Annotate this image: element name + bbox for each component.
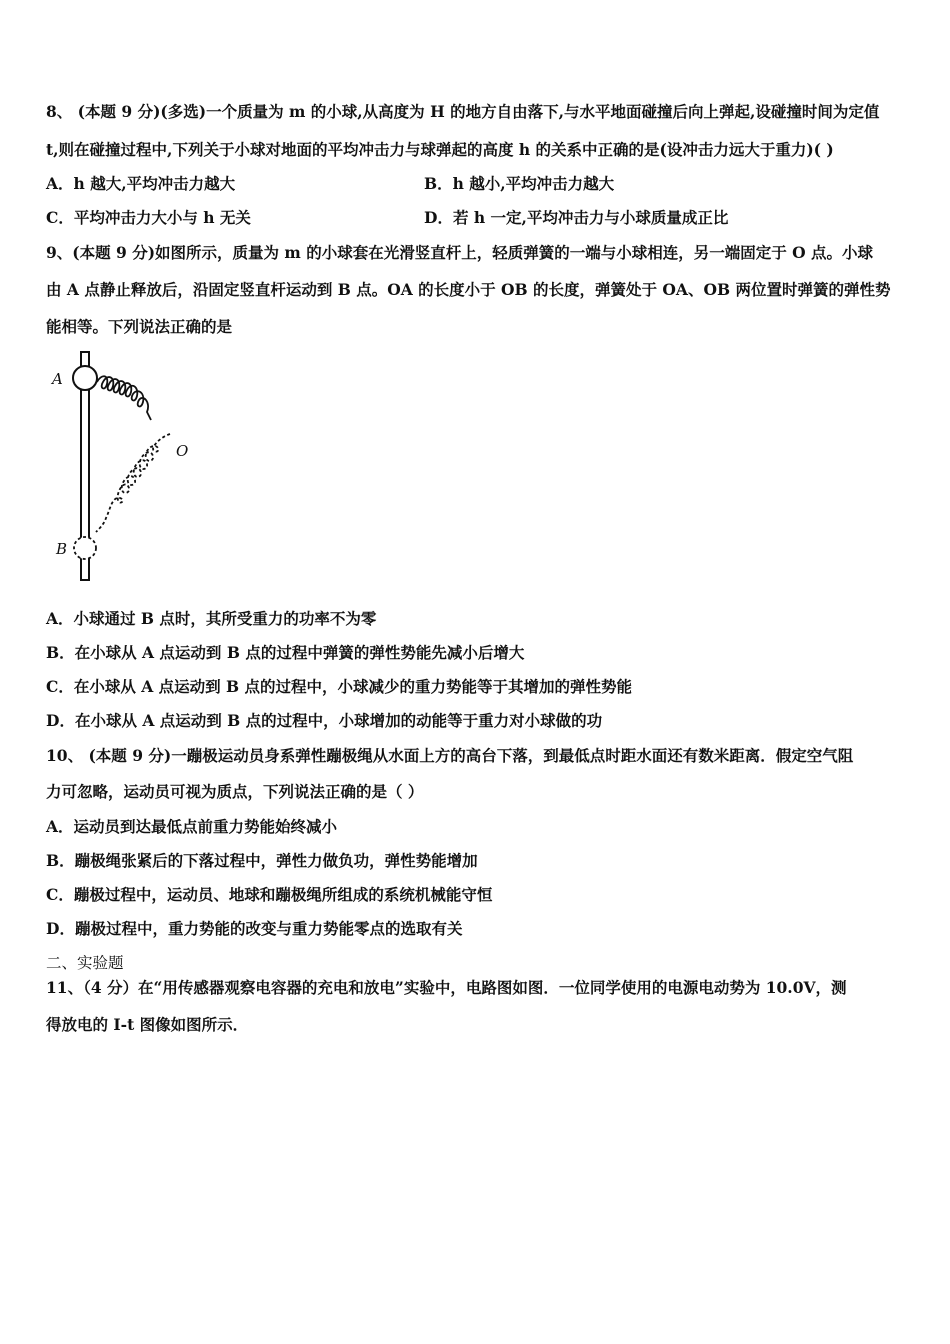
section-title: 二、实验题 [46, 954, 124, 972]
q9-line-3: 能相等。下列说法正确的是 [46, 317, 233, 336]
spring-o-to-b [96, 434, 170, 532]
q9-option-d: D．在小球从 A 点运动到 B 点的过程中，小球增加的动能等于重力对小球做的功 [46, 711, 603, 730]
q8-options-row-1 [46, 173, 906, 195]
q10-option-b: B．蹦极绳张紧后的下落过程中，弹性力做负功，弹性势能增加 [46, 851, 478, 870]
label-a: A [52, 370, 63, 388]
q11-line-1: 11、（4 分）在“用传感器观察电容器的充电和放电”实验中，电路图如图．一位同学使用的电源电动势为 10.0V，测 [46, 978, 847, 997]
label-b: B [56, 540, 68, 558]
ball-a [73, 366, 97, 390]
q10-option-c: C．蹦极过程中，运动员、地球和蹦极绳所组成的系统机械能守恒 [46, 885, 493, 904]
q8-line-1: 8、 (本题 9 分)(多选)一个质量为 m 的小球,从高度为 H 的地方自由落下,与水平地面碰撞后向上弹起,设碰撞时间为定值 [46, 102, 880, 121]
ball-b [74, 537, 96, 559]
q10-line-1: 10、 (本题 9 分)一蹦极运动员身系弹性蹦极绳从水面上方的高台下落，到最低点时距水面还有数米距离．假定空气阻 [46, 746, 854, 765]
q8-line-2: t,则在碰撞过程中,下列关于小球对地面的平均冲击力与球弹起的高度 h 的关系中正确的是(设冲击力远大于重力)( ) [46, 140, 834, 159]
spring-a-to-o [97, 376, 151, 420]
q8-options-row-2 [46, 207, 906, 229]
q10-option-a: A．运动员到达最低点前重力势能始终减小 [46, 817, 338, 836]
q10-option-d: D．蹦极过程中，重力势能的改变与重力势能零点的选取有关 [46, 919, 463, 938]
q9-line-2: 由 A 点静止释放后，沿固定竖直杆运动到 B 点。OA 的长度小于 OB 的长度，弹簧处于 OA、OB 两位置时弹簧的弹性势 [46, 280, 891, 299]
q9-option-c: C．在小球从 A 点运动到 B 点的过程中，小球减少的重力势能等于其增加的弹性势能 [46, 677, 633, 696]
label-o: O [176, 442, 189, 460]
q10-line-2: 力可忽略，运动员可视为质点，下列说法正确的是（ ） [46, 782, 424, 801]
q8-option-a: A．h 越大,平均冲击力越大 [46, 174, 236, 193]
q11-line-2: 得放电的 I-t 图像如图所示． [46, 1015, 249, 1034]
q9-line-1: 9、(本题 9 分)如图所示，质量为 m 的小球套在光滑竖直杆上，轻质弹簧的一端与小球相连，另一端固定于 O 点。小球 [46, 243, 874, 262]
q9-option-b: B．在小球从 A 点运动到 B 点的过程中弹簧的弹性势能先减小后增大 [46, 643, 525, 662]
q8-option-b: B．h 越小,平均冲击力越大 [424, 174, 615, 193]
q9-option-a: A．小球通过 B 点时，其所受重力的功率不为零 [46, 609, 377, 628]
q8-option-c: C．平均冲击力大小与 h 无关 [46, 208, 251, 227]
spring-rod-diagram [44, 346, 204, 586]
q8-option-d: D．若 h 一定,平均冲击力与小球质量成正比 [424, 208, 729, 227]
